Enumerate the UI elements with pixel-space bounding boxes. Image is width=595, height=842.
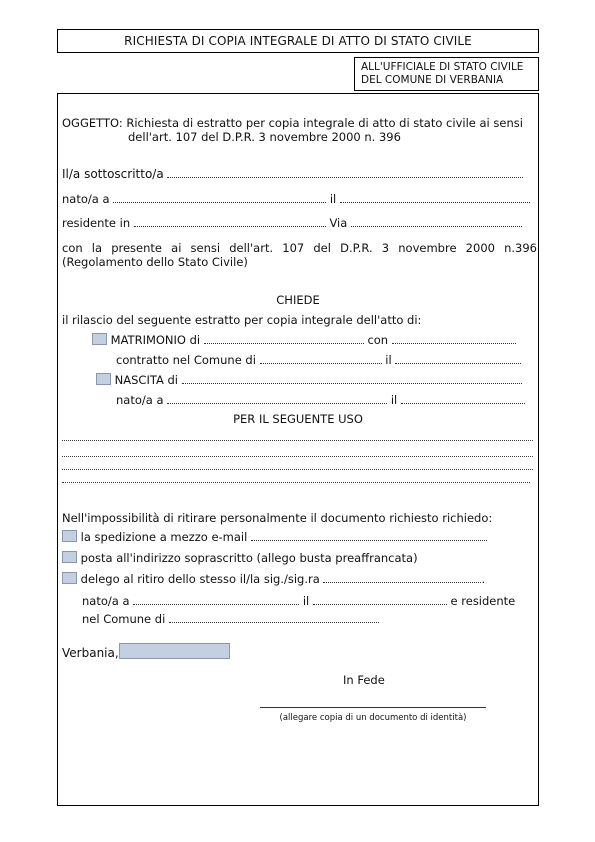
marriage-with-label: con [367,333,389,347]
email-field[interactable] [251,532,487,541]
birth-act-on-label: il [390,393,398,407]
undersigned-label: Il/a sottoscritto/a [62,167,164,181]
born-on-label: il [329,192,337,206]
marriage-row [92,333,516,347]
marriage-label: MATRIMONIO di [110,333,201,347]
delegate-option-row: delego al ritiro dello stesso il/la sig./sig.ra . [62,572,485,586]
signature-line[interactable] [260,707,486,708]
recipient-box [354,57,539,91]
delegate-municipality-label: nel Comune di [82,612,166,626]
contracted-label: contratto nel Comune di [116,353,256,367]
recipient-line-2: DEL COMUNE DI VERBANIA [361,74,504,86]
subject-block [62,116,538,144]
delegate-birthplace-field[interactable] [133,596,299,605]
birth-act-date-field[interactable] [401,395,525,404]
marriage-checkbox[interactable] [92,333,107,345]
legal-text-line-2: (Regolamento dello Stato Civile) [62,255,248,269]
born-label: nato/a a [62,192,110,206]
delegate-municipality-row [82,612,379,626]
email-option-row [62,530,487,544]
marriage-spouse-2-field[interactable] [392,335,516,344]
residence-field[interactable] [134,218,326,227]
request-heading: CHIEDE [276,293,320,307]
subject-label: OGGETTO: [62,116,123,130]
delivery-intro: Nell'impossibilità di ritirare personalmente il documento richiesto richiedo: [62,511,493,525]
delegate-checkbox[interactable] [62,572,77,584]
use-line-4[interactable] [62,482,530,483]
birth-act-row [96,373,522,387]
use-line-3[interactable] [62,469,533,470]
post-option-label: posta all'indirizzo soprascritto (allego busta preaffrancata) [80,551,418,565]
delegate-birth-row [82,594,515,608]
use-line-1[interactable] [62,440,533,441]
use-line-2[interactable] [62,456,533,457]
birth-checkbox[interactable] [96,373,111,385]
birth-act-label: NASCITA di [114,373,178,387]
undersigned-field[interactable] [167,169,523,178]
birth-act-place-row [116,393,525,407]
resident-label: residente in [62,216,131,230]
request-intro: il rilascio del seguente estratto per copia integrale dell'atto di: [62,313,422,327]
undersigned-row [62,167,523,181]
birth-act-place-label: nato/a a [116,393,164,407]
birth-row [62,192,530,206]
birth-act-place-field[interactable] [167,395,387,404]
street-label: Via [329,216,348,230]
delegate-option-label: delego al ritiro dello stesso il/la sig./sig.ra [80,572,320,586]
legal-text-line-1: con la presente ai sensi dell'art. 107 del D.P.R. 3 novembre 2000 n.396 [62,241,537,255]
date-field[interactable] [119,643,230,659]
delegate-municipality-field[interactable] [169,614,379,623]
use-heading: PER IL SEGUENTE USO [233,412,363,426]
signature-note: (allegare copia di un documento di identità) [279,713,467,723]
delegate-birthdate-field[interactable] [313,596,447,605]
recipient-line-1: ALL'UFFICIALE DI STATO CIVILE [361,61,524,73]
birthplace-field[interactable] [113,194,326,203]
place-label: Verbania, [62,646,119,660]
delegate-name-field[interactable] [323,574,481,583]
email-option-label: la spedizione a mezzo e-mail [80,530,248,544]
birthdate-field[interactable] [340,194,530,203]
marriage-place-row [116,353,521,367]
form-title: RICHIESTA DI COPIA INTEGRALE DI ATTO DI STATO CIVILE [57,29,539,53]
birth-act-name-field[interactable] [182,375,522,384]
delegate-resident-label: e residente [450,594,516,608]
delegate-born-label: nato/a a [82,594,130,608]
contracted-on-label: il [385,353,392,367]
marriage-spouse-1-field[interactable] [204,335,364,344]
residence-row [62,216,522,230]
post-option-row [62,551,418,565]
email-checkbox[interactable] [62,530,77,542]
marriage-date-field[interactable] [395,355,521,364]
subject-line-1: Richiesta di estratto per copia integrale di atto di stato civile ai sensi [126,116,523,130]
in-fede-label: In Fede [343,673,385,687]
marriage-place-field[interactable] [260,355,382,364]
subject-line-2: dell'art. 107 del D.P.R. 3 novembre 2000 n. 396 [128,130,401,144]
delegate-born-on-label: il [302,594,310,608]
street-field[interactable] [351,218,522,227]
legal-text [62,241,537,269]
post-checkbox[interactable] [62,551,77,563]
